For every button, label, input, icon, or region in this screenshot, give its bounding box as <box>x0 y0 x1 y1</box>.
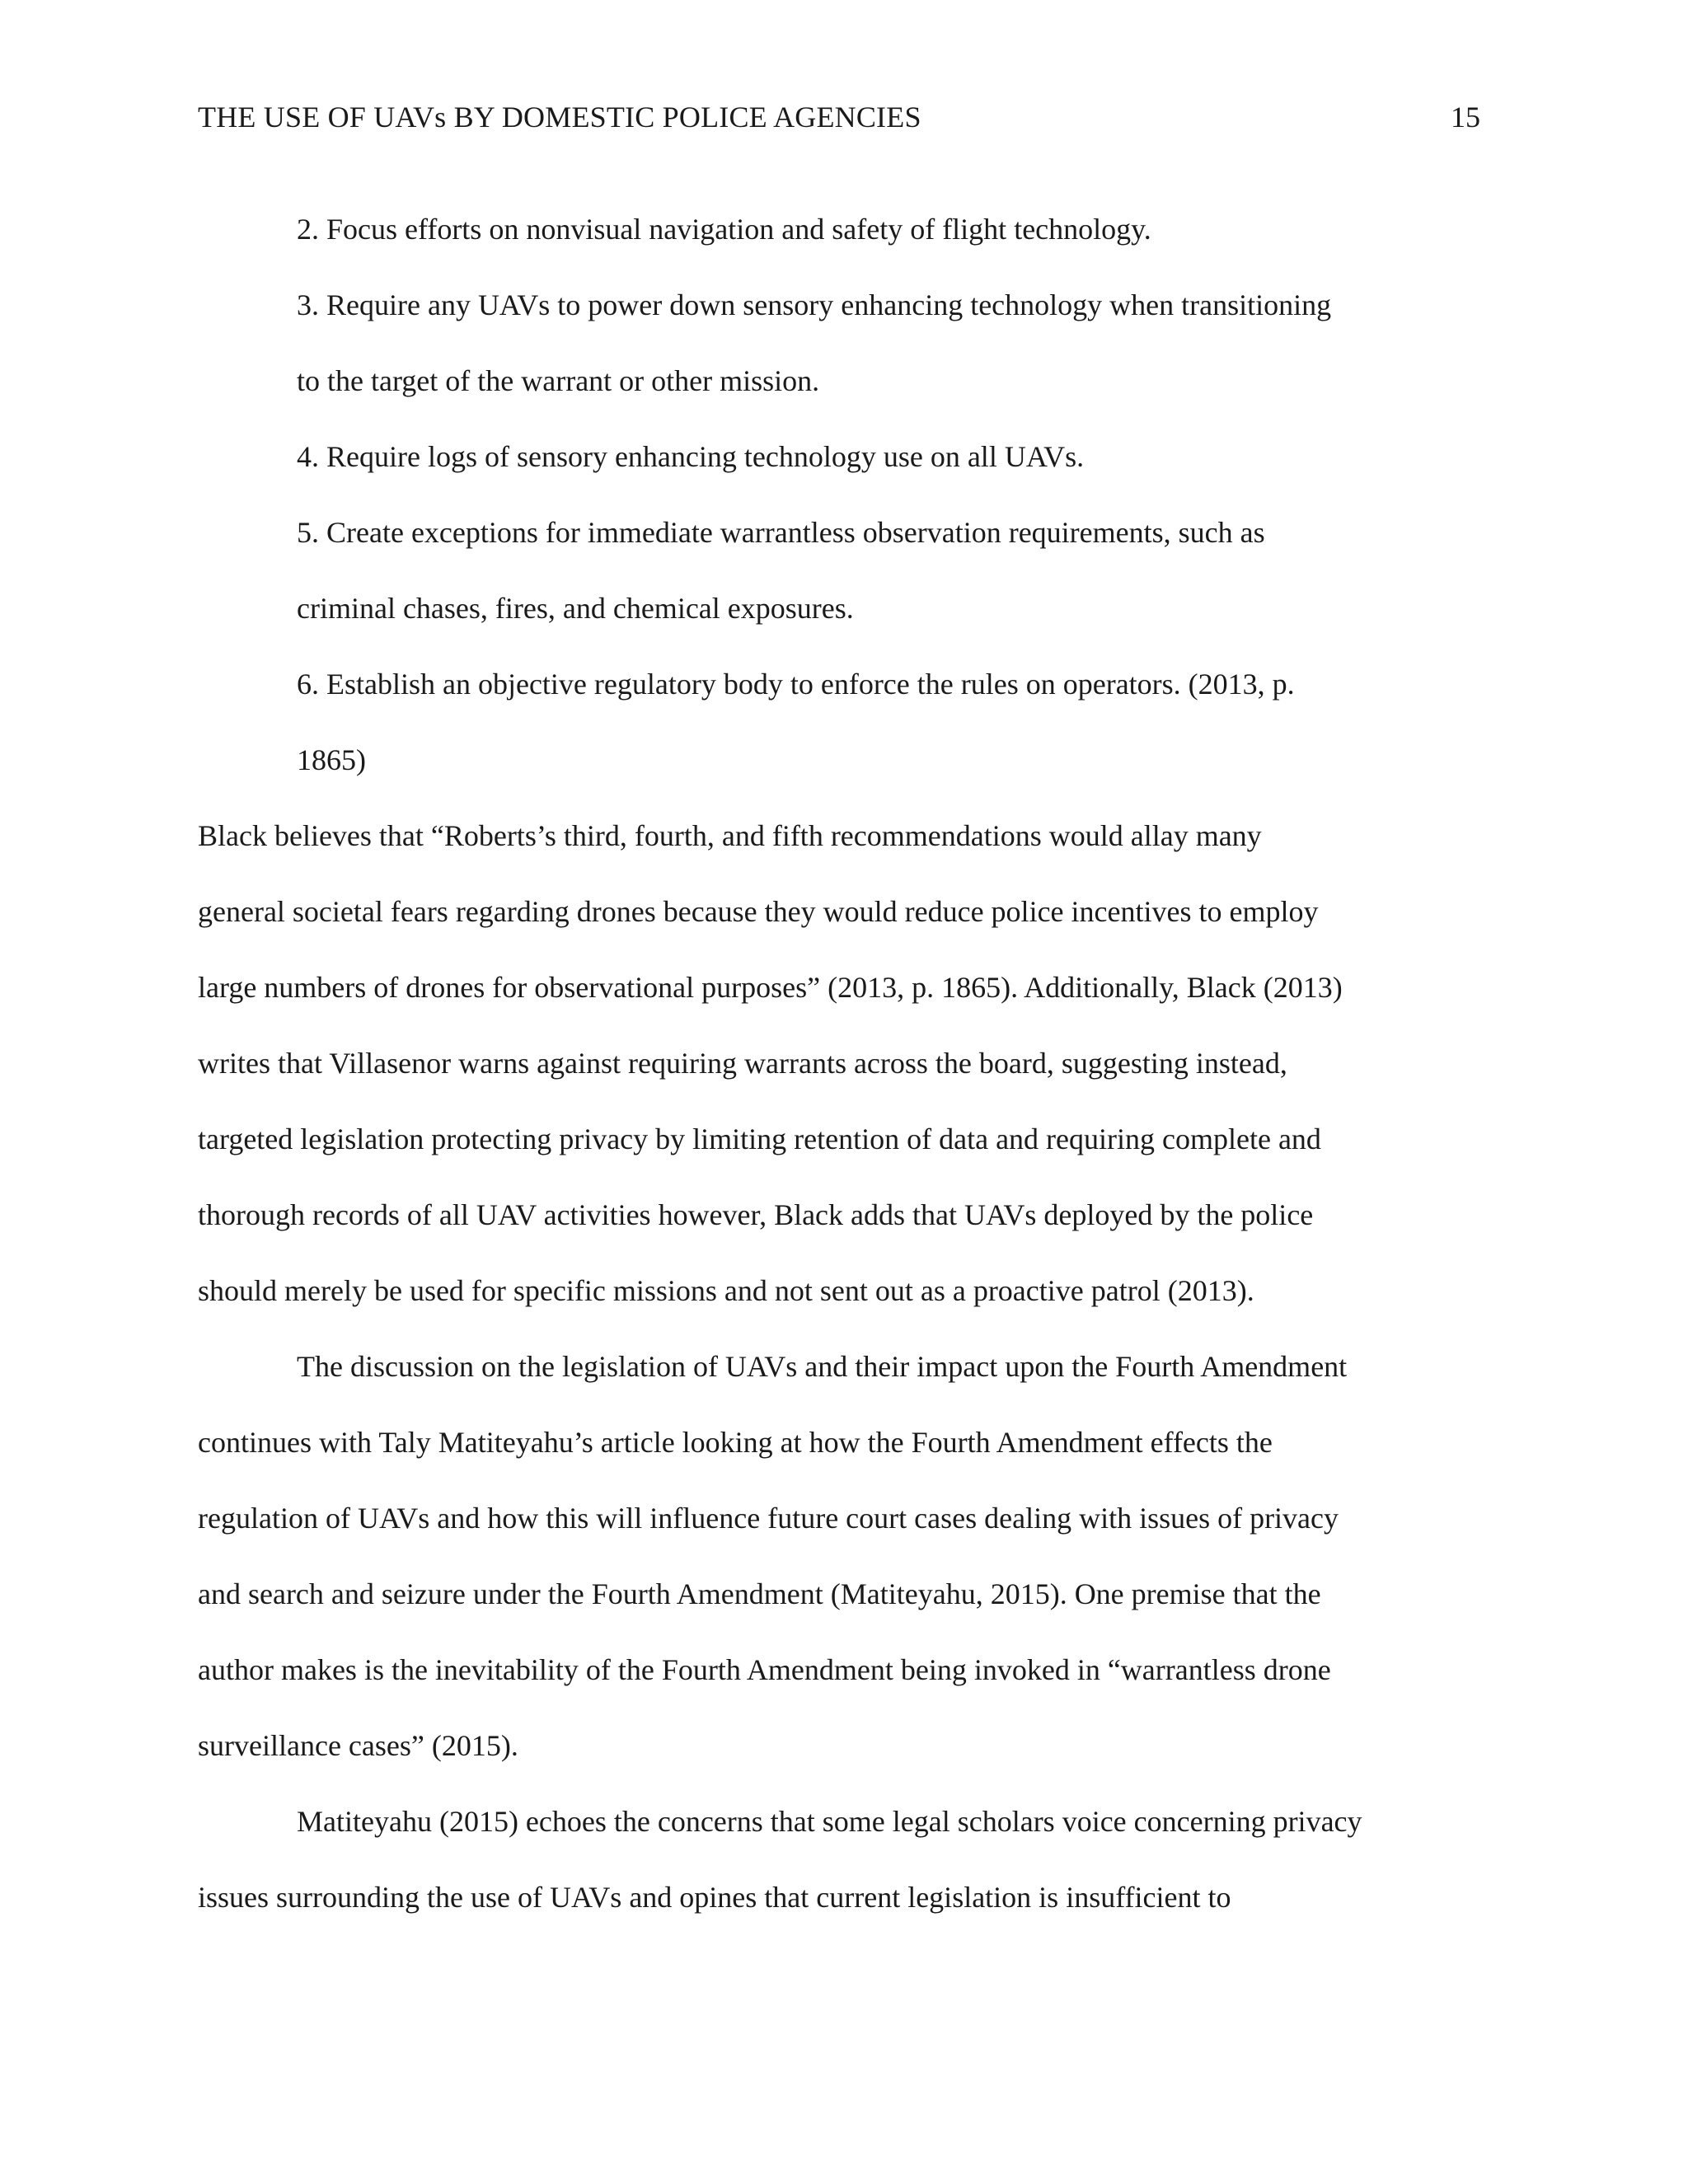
paragraph-line: author makes is the inevitability of the Fourth Amendment being invoked in “warrantless drone <box>198 1653 1331 1686</box>
paragraph-line: targeted legislation protecting privacy by limiting retention of data and requiring complete and <box>198 1122 1321 1155</box>
page-number: 15 <box>1451 101 1480 134</box>
paragraph-line: large numbers of drones for observational purposes” (2013, p. 1865). Additionally, Black (2013) <box>198 971 1343 1004</box>
running-head: THE USE OF UAVs BY DOMESTIC POLICE AGENCIES <box>198 101 921 134</box>
paragraph-line: thorough records of all UAV activities however, Black adds that UAVs deployed by the police <box>198 1198 1314 1231</box>
paragraph-line: and search and seizure under the Fourth Amendment (Matiteyahu, 2015). One premise that the <box>198 1577 1321 1610</box>
paragraph-line: continues with Taly Matiteyahu’s article looking at how the Fourth Amendment effects the <box>198 1426 1273 1459</box>
paragraph-first-line: Matiteyahu (2015) echoes the concerns that some legal scholars voice concerning privacy <box>297 1805 1362 1838</box>
list-item-4: 4. Require logs of sensory enhancing technology use on all UAVs. <box>297 440 1085 473</box>
paragraph-line: surveillance cases” (2015). <box>198 1729 518 1762</box>
list-item-5-continued: criminal chases, fires, and chemical exposures. <box>297 592 854 625</box>
list-item-6: 6. Establish an objective regulatory body to enforce the rules on operators. (2013, p. <box>297 668 1295 701</box>
paragraph-line: writes that Villasenor warns against requiring warrants across the board, suggesting instead, <box>198 1047 1287 1080</box>
list-item-2: 2. Focus efforts on nonvisual navigation and safety of flight technology. <box>297 213 1151 246</box>
paragraph-line: issues surrounding the use of UAVs and opines that current legislation is insufficient to <box>198 1881 1231 1914</box>
paragraph-line: Black believes that “Roberts’s third, fourth, and fifth recommendations would allay many <box>198 819 1262 852</box>
list-item-3-continued: to the target of the warrant or other mission. <box>297 364 820 397</box>
paragraph-first-line: The discussion on the legislation of UAVs and their impact upon the Fourth Amendment <box>297 1350 1348 1383</box>
paragraph-line: regulation of UAVs and how this will influence future court cases dealing with issues of privacy <box>198 1502 1339 1535</box>
list-item-5: 5. Create exceptions for immediate warrantless observation requirements, such as <box>297 516 1265 549</box>
paragraph-line: general societal fears regarding drones because they would reduce police incentives to employ <box>198 895 1319 928</box>
list-item-3: 3. Require any UAVs to power down sensory enhancing technology when transitioning <box>297 288 1332 321</box>
body-text <box>198 191 1500 1935</box>
paragraph-line: should merely be used for specific missions and not sent out as a proactive patrol (2013). <box>198 1274 1254 1307</box>
list-item-6-citation: 1865) <box>297 743 366 776</box>
